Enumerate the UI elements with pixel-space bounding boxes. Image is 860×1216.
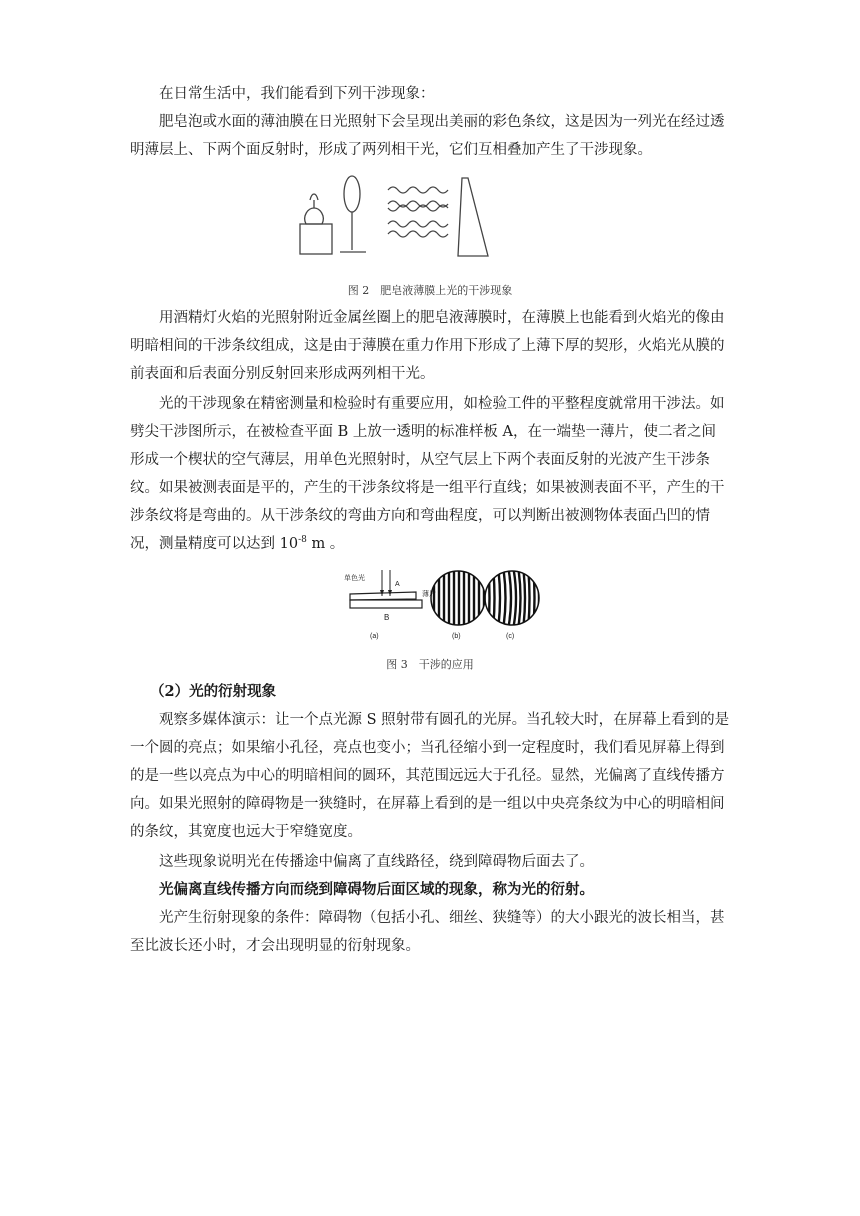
paragraph-flame: 用酒精灯火焰的光照射附近金属丝圈上的肥皂液薄膜时，在薄膜上也能看到火焰光的像由明暗相间的干涉条纹组成，这是由于薄膜在重力作用下形成了上薄下厚的契形，火焰光从膜的前表面和后表面分别反射回来形成两列相干光。: [130, 310, 725, 382]
straight-fringes-b: [434, 566, 484, 630]
paragraph-observe: 观察多媒体演示：让一个点光源 S 照射带有圆孔的光屏。当孔较大时，在屏幕上看到的是一个圆的亮点；如果缩小孔径，亮点也变小；当孔径缩小到一定程度时，我们看见屏幕上得到的是一些以亮点为中心的明暗相间的圆环，其范围远远大于孔径。显然，光偏离了直线传播方向。如果光照射的障碍物是一狭缝时，在屏幕上看到的是一组以中央亮条纹为中心的明暗相间的条纹，其宽度也远大于窄缝宽度。: [130, 712, 730, 840]
label-b: (b): [452, 633, 461, 640]
figure-interference-application: [340, 566, 540, 646]
wave-3: [388, 221, 448, 227]
wire-ring: [344, 176, 360, 212]
application-text: 光的干涉现象在精密测量和检验时有重要应用，如检验工件的平整程度就常用干涉法。如劈尖干涉图所示，在被检查平面 B 上放一透明的标准样板 A，在一端垫一薄片，使二者之间形成一个楔状的空气薄层，用单色光照射时，从空气层上下两个表面反射的光波产生干涉条纹。如果被测表面是平的，产生的干涉条纹将是一组平行直线；如果被测表面不平，产生的干涉条纹将是弯曲的。从干涉条纹的弯曲方向和弯曲程度，可以判断出被测物体表面凸凹的情况，测量精度可以达到 10: [130, 396, 725, 552]
label-c: (c): [506, 633, 515, 640]
paragraph-definition: 光偏离直线传播方向而绕到障碍物后面区域的现象，称为光的衍射。: [159, 881, 594, 898]
wedge-setup-a: [344, 570, 436, 640]
application-unit: m 。: [306, 536, 345, 552]
alcohol-lamp: [305, 208, 324, 224]
wave-1: [388, 187, 448, 193]
figure-2-caption: 图 2 肥皂液薄膜上光的干涉现象: [347, 284, 513, 297]
wave-4: [388, 231, 448, 237]
section-heading-diffraction: （2）光的衍射现象: [150, 683, 277, 700]
paragraph-condition: 光产生衍射现象的条件：障碍物（包括小孔、细丝、狭缝等）的大小跟光的波长相当，甚至比波长还小时，才会出现明显的衍射现象。: [130, 910, 725, 954]
label-a: (a): [370, 633, 379, 640]
figure-3-caption: 图 3 干涉的应用: [386, 658, 474, 671]
lamp-stand-box: [300, 224, 332, 254]
label-plane-b: B: [384, 613, 390, 622]
figure-soap-film-illustration: [290, 172, 530, 260]
paragraph-intro: 在日常生活中，我们能看到下列干涉现象：: [159, 86, 435, 102]
paragraph-application: [130, 390, 730, 558]
label-thin-sheet: 薄片: [422, 591, 436, 598]
wedge-film: [458, 178, 488, 256]
label-monochromatic-light: 单色光: [344, 575, 365, 582]
paragraph-soap-film: 肥皂泡或水面的薄油膜在日光照射下会呈现出美丽的彩色条纹，这是因为一列光在经过透明薄层上、下两个面反射时，形成了两列相干光，它们互相叠加产生了干涉现象。: [130, 114, 725, 158]
paragraph-explain: 这些现象说明光在传播途中偏离了直线路径，绕到障碍物后面去了。: [159, 854, 594, 870]
flame: [310, 194, 318, 200]
label-plate-a: A: [395, 581, 400, 588]
exponent: -8: [298, 535, 307, 546]
